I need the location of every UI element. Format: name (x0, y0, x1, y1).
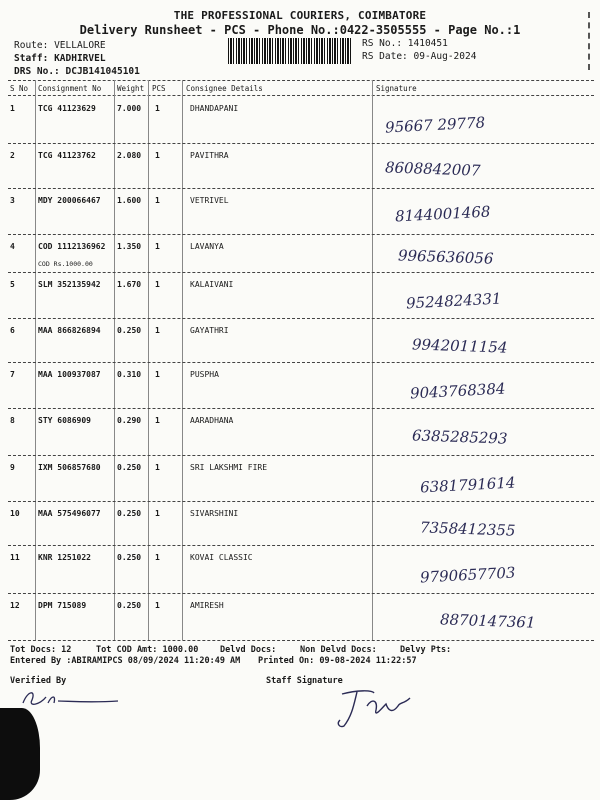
col-pcs: PCS (152, 84, 166, 93)
non-delvd-docs: Non Delvd Docs: (300, 645, 377, 655)
row-signature: 8608842007 (384, 158, 481, 180)
col-divider (372, 80, 373, 640)
row-signature: 9965636056 (397, 246, 494, 268)
row-pcs: 1 (155, 280, 160, 289)
row-signature: 9524824331 (405, 289, 502, 313)
row-sno: 10 (10, 509, 20, 518)
row-signature: 9790657703 (419, 563, 516, 587)
row-consignment-no: COD 1112136962 (38, 242, 106, 251)
barcode (228, 38, 352, 64)
row-consignee: LAVANYA (190, 242, 224, 251)
row-sno: 3 (10, 196, 15, 205)
table-header-rule (8, 95, 594, 96)
row-weight: 2.080 (117, 151, 142, 160)
row-separator (8, 272, 594, 273)
col-divider (148, 80, 149, 640)
row-separator (8, 143, 594, 144)
row-consignee: AARADHANA (190, 416, 234, 425)
row-weight: 1.350 (117, 242, 142, 251)
row-consignee: GAYATHRI (190, 326, 229, 335)
row-separator (8, 501, 594, 502)
printed-on: Printed On: 09-08-2024 11:22:57 (258, 656, 417, 666)
rs-date-line (362, 51, 476, 62)
row-signature: 6385285293 (411, 426, 508, 448)
row-sno: 9 (10, 463, 15, 472)
row-weight: 0.250 (117, 463, 142, 472)
row-pcs: 1 (155, 463, 160, 472)
route-label: Route: (14, 40, 49, 51)
company-name: THE PROFESSIONAL COURIERS, COIMBATORE (173, 9, 427, 22)
runsheet-title: Delivery Runsheet - PCS - Phone No.:0422-3505555 - Page No.:1 (79, 23, 521, 37)
row-signature: 8870147361 (439, 610, 536, 632)
row-consignment-no: MDY 200066467 (38, 196, 101, 205)
row-consignment-no: DPM 715089 (38, 601, 87, 610)
row-sno: 7 (10, 370, 15, 379)
row-weight: 0.290 (117, 416, 142, 425)
row-consignment-no: SLM 352135942 (38, 280, 101, 289)
rs-no-value: 1410451 (407, 38, 448, 49)
row-consignee: VETRIVEL (190, 196, 229, 205)
drs-value: DCJB141045101 (65, 66, 140, 77)
row-weight: 0.250 (117, 553, 142, 562)
row-pcs: 1 (155, 104, 160, 113)
row-cod-amount: COD Rs.1000.00 (38, 260, 93, 268)
col-sno: S No (10, 84, 29, 93)
staff-label: Staff: (14, 53, 49, 64)
row-consignment-no: MAA 100937087 (38, 370, 101, 379)
drs-label: DRS No.: (14, 66, 60, 77)
row-consignment-no: TCG 41123762 (38, 151, 96, 160)
row-consignee: DHANDAPANI (190, 104, 239, 113)
staff-value: KADHIRVEL (54, 53, 106, 64)
col-consignee: Consignee Details (186, 84, 263, 93)
row-pcs: 1 (155, 242, 160, 251)
row-sno: 11 (10, 553, 20, 562)
row-pcs: 1 (155, 509, 160, 518)
row-consignee: KOVAI CLASSIC (190, 553, 253, 562)
row-consignee: PUSPHA (190, 370, 219, 379)
row-signature: 8144001468 (394, 202, 491, 226)
rs-no-line (362, 38, 448, 49)
row-pcs: 1 (155, 326, 160, 335)
row-sno: 6 (10, 326, 15, 335)
row-consignment-no: MAA 866826894 (38, 326, 101, 335)
row-weight: 0.250 (117, 601, 142, 610)
row-consignment-no: STY 6086909 (38, 416, 91, 425)
row-pcs: 1 (155, 601, 160, 610)
row-consignment-no: IXM 506857680 (38, 463, 101, 472)
row-consignee: SRI LAKSHMI FIRE (190, 463, 268, 472)
verifier-signature (18, 685, 128, 715)
row-weight: 1.600 (117, 196, 142, 205)
staff-line (14, 53, 106, 64)
col-weight: Weight (117, 84, 145, 93)
row-separator (8, 234, 594, 235)
row-consignee: KALAIVANI (190, 280, 234, 289)
row-separator (8, 593, 594, 594)
drs-line (14, 66, 140, 77)
row-separator (8, 318, 594, 319)
row-weight: 0.250 (117, 509, 142, 518)
row-sno: 8 (10, 416, 15, 425)
row-consignment-no: MAA 575496077 (38, 509, 101, 518)
row-signature: 9942011154 (411, 335, 508, 357)
row-sno: 12 (10, 601, 20, 610)
row-sno: 4 (10, 242, 15, 251)
row-pcs: 1 (155, 416, 160, 425)
row-pcs: 1 (155, 196, 160, 205)
rs-date-value: 09-Aug-2024 (413, 51, 477, 62)
delvd-docs: Delvd Docs: (220, 645, 277, 655)
row-consignment-no: TCG 41123629 (38, 104, 96, 113)
verified-by-label: Verified By (10, 676, 67, 686)
col-signature: Signature (376, 84, 417, 93)
row-signature: 6381791614 (419, 473, 516, 497)
entered-by: Entered By :ABIRAMIPCS 08/09/2024 11:20:49 AM (10, 656, 241, 666)
row-weight: 1.670 (117, 280, 142, 289)
row-separator (8, 545, 594, 546)
col-divider (182, 80, 183, 640)
staff-signature-label: Staff Signature (266, 676, 343, 686)
row-sno: 2 (10, 151, 15, 160)
row-separator (8, 455, 594, 456)
scan-shadow (0, 708, 40, 800)
row-consignment-no: KNR 1251022 (38, 553, 91, 562)
row-signature: 9043768384 (409, 379, 506, 403)
table-top-rule (8, 80, 594, 81)
tot-docs: Tot Docs: 12 (10, 645, 72, 655)
delvy-pts: Delvy Pts: (400, 645, 452, 655)
col-divider (35, 80, 36, 640)
row-consignee: AMIRESH (190, 601, 224, 610)
row-consignee: SIVARSHINI (190, 509, 239, 518)
tot-cod-amt: Tot COD Amt: 1000.00 (96, 645, 199, 655)
row-consignee: PAVITHRA (190, 151, 229, 160)
row-pcs: 1 (155, 370, 160, 379)
route-line (14, 40, 106, 51)
row-pcs: 1 (155, 151, 160, 160)
row-sno: 5 (10, 280, 15, 289)
staff-signature (332, 684, 422, 732)
row-separator (8, 188, 594, 189)
rs-no-label: RS No.: (362, 38, 403, 49)
row-weight: 0.310 (117, 370, 142, 379)
row-separator (8, 362, 594, 363)
route-value: VELLALORE (54, 40, 106, 51)
row-pcs: 1 (155, 553, 160, 562)
col-consignment: Consignment No (38, 84, 102, 93)
row-signature: 7358412355 (419, 518, 516, 540)
row-weight: 0.250 (117, 326, 142, 335)
rs-date-label: RS Date: (362, 51, 408, 62)
row-separator (8, 408, 594, 409)
row-sno: 1 (10, 104, 15, 113)
row-weight: 7.000 (117, 104, 142, 113)
col-divider (114, 80, 115, 640)
row-signature: 95667 29778 (384, 113, 486, 137)
table-bottom-rule (8, 640, 594, 641)
